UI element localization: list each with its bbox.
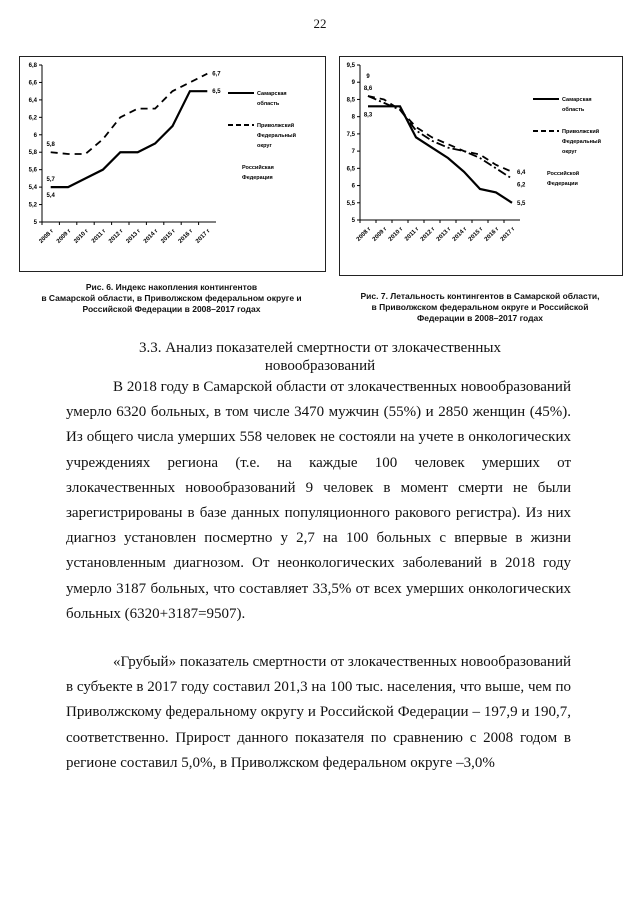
data-label: 5,7	[46, 177, 55, 184]
legend-label: Федеральный	[562, 139, 601, 145]
accumulation-index-chart	[20, 57, 325, 271]
x-tick-label: 2012 г	[108, 228, 125, 245]
legend-label: Приволжский	[562, 129, 600, 135]
x-tick-label: 2010 г	[73, 228, 90, 245]
legend-label: Федеральный	[257, 133, 296, 139]
x-tick-label: 2008 г	[355, 226, 373, 243]
caption-line: в Самарской области, в Приволжском федеральном округе и	[41, 293, 302, 303]
data-label: 5,4	[46, 193, 55, 200]
legend-label: Российская	[242, 165, 274, 171]
y-tick-label: 7	[351, 149, 355, 156]
legend-label: область	[257, 101, 280, 107]
y-tick-label: 6,4	[28, 97, 37, 104]
y-tick-label: 7,5	[346, 131, 355, 138]
y-tick-label: 5,4	[28, 185, 37, 192]
section-title-line: 3.3. Анализ показателей смертности от злокачественных	[139, 340, 501, 356]
data-label: 6,7	[212, 71, 221, 78]
data-label: 6,2	[517, 182, 526, 189]
legend-label: Российской	[547, 171, 580, 177]
legend-label: округ	[257, 143, 272, 149]
section-title	[80, 339, 560, 375]
legend-label: Приволжский	[257, 123, 295, 129]
y-tick-label: 6	[351, 183, 355, 190]
data-label: 8,3	[363, 112, 373, 119]
caption-line: Федерации в 2008–2017 годах	[417, 313, 543, 323]
x-tick-label: 2011 г	[90, 228, 108, 245]
x-tick-label: 2009 г	[371, 226, 389, 243]
x-tick-label: 2016 г	[483, 226, 501, 243]
x-tick-label: 2015 г	[467, 226, 485, 243]
legend-label: Федерация	[242, 175, 273, 181]
figure-7-caption	[332, 291, 628, 324]
series-line-1	[51, 74, 208, 154]
data-label: 9	[366, 74, 370, 80]
caption-line: Рис. 6. Индекс накопления контингентов	[85, 282, 258, 292]
caption-line: Российской Федерации в 2008–2017 годах	[82, 304, 261, 314]
section-title-line: новообразований	[264, 358, 376, 374]
paragraph-text: «Грубый» показатель смертности от злокачественных новообразований в субъекте в 2017 году составил 201,3 на 100 тыс. населения, что выше, чем по Приволжскому федеральному округу и Российской Федерации – 197,9 и 190,7, соответственно. Прирост данного показателя по сравнению с 2008 годом в регионе составил 5,0%, в Приволжском федеральном округе –3,0%	[66, 654, 571, 771]
page-number: 22	[313, 16, 327, 31]
y-tick-label: 6,5	[346, 166, 355, 173]
x-tick-label: 2017 г	[499, 226, 517, 243]
data-label: 6,4	[517, 169, 526, 176]
caption-line: Рис. 7. Летальность контингентов в Самарской области,	[360, 291, 600, 301]
x-tick-label: 2014 г	[451, 226, 469, 243]
x-tick-label: 2009 г	[55, 228, 73, 245]
y-tick-label: 5	[33, 220, 37, 226]
legend-label: Самарская	[562, 97, 592, 103]
x-tick-label: 2013 г	[125, 228, 143, 245]
y-tick-label: 6	[33, 132, 37, 139]
y-tick-label: 5,8	[28, 150, 37, 157]
body-paragraph-2	[66, 650, 571, 776]
legend-label: Федерации	[547, 181, 578, 187]
y-tick-label: 5	[351, 218, 355, 224]
x-tick-label: 2017 г	[195, 228, 212, 245]
data-label: 8,6	[363, 86, 373, 92]
x-tick-label: 2016 г	[177, 228, 195, 245]
y-tick-label: 6,6	[28, 80, 37, 87]
paragraph-text: В 2018 году в Самарской области от злокачественных новообразований умерло 6320 больных, в том числе 3470 мужчин (55%) и 2850 женщин (45%). Из общего числа умерших 558 человек не состояли на учете в онкологических учреждениях региона (т.е. на каждые 100 человек умерших от злокачественных новообразований 9 человек в момент смерти не были зарегистрированы в базе данных популяционного ракового регистра). Из них диагноз установлен посмертно у 2,7 на 100 больных с впервые в жизни установленным диагнозом. От неонкологических заболеваний в 2018 году умерло 3187 больных, что составляет 33,5% от всех умерших онкологических больных (6320+3187=9507).	[66, 379, 571, 622]
x-tick-label: 2015 г	[160, 228, 177, 245]
data-label: 5,5	[517, 200, 526, 207]
body-paragraph-1	[66, 375, 571, 627]
y-tick-label: 5,6	[28, 167, 37, 174]
lethality-chart	[340, 57, 622, 275]
caption-line: в Приволжском федеральном округе и Российской	[371, 302, 589, 312]
legend-label: округ	[562, 149, 577, 155]
series-line-0	[51, 91, 208, 187]
data-label: 6,5	[212, 89, 221, 96]
y-tick-label: 8	[351, 114, 355, 121]
y-tick-label: 6,8	[28, 63, 37, 69]
x-tick-label: 2011 г	[404, 226, 421, 243]
legend-label: Самарская	[257, 91, 287, 97]
figure-6-chart	[19, 56, 326, 272]
y-tick-label: 5,2	[28, 202, 37, 209]
x-tick-label: 2008 г	[38, 228, 56, 245]
x-tick-label: 2013 г	[435, 226, 453, 243]
series-line-0	[368, 106, 512, 202]
series-line-2	[368, 96, 512, 179]
data-label: 5,8	[46, 142, 55, 149]
y-tick-label: 8,5	[346, 97, 355, 104]
y-tick-label: 9,5	[346, 63, 355, 69]
legend-label: область	[562, 107, 585, 113]
figure-6-caption	[19, 282, 324, 315]
x-tick-label: 2012 г	[419, 226, 437, 243]
y-tick-label: 9	[351, 80, 355, 87]
y-tick-label: 6,2	[28, 115, 37, 122]
y-tick-label: 5,5	[346, 200, 355, 207]
figure-7-chart	[339, 56, 623, 276]
x-tick-label: 2014 г	[142, 228, 160, 245]
x-tick-label: 2010 г	[387, 226, 405, 243]
